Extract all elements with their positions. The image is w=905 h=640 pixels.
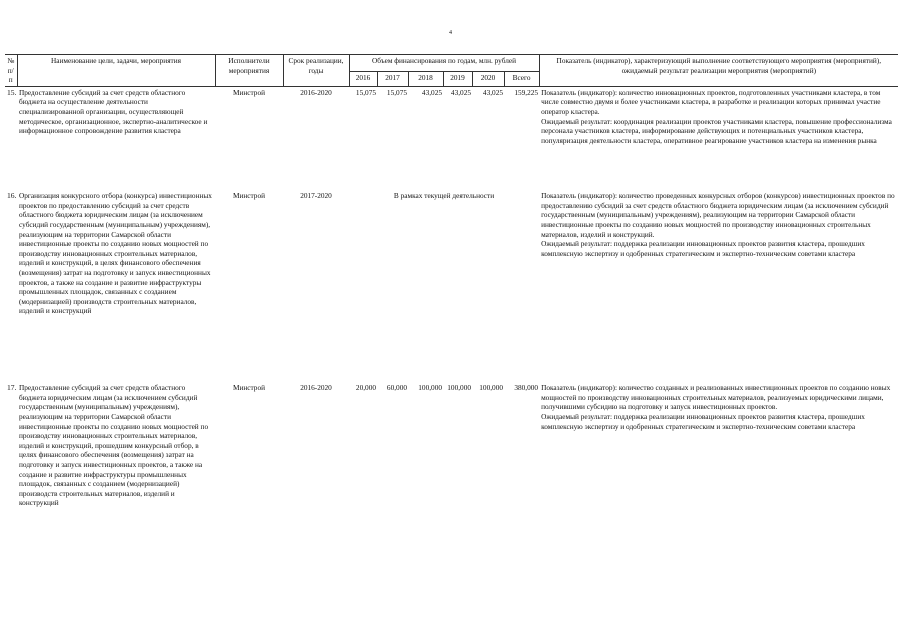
row-result: Ожидаемый результат: поддержка реализации инновационных проектов развития кластера, прошедших комплексную экспертизу и одобренных стратегическим и экспертно-техническим советами кластера [541,412,865,431]
row-amount-2019: 43,025 [450,87,471,97]
table-header [5,55,898,87]
row-indicator: Показатель (индикатор): количество созданных и реализованных инвестиционных проектов по созданию новых мощностей по производству инновационных строительных материалов, реализуемых юридическими лицами, получившими субсидию на подготовку и запуск инвестиционных проектов. [541,383,891,412]
row-total: 159,225 [514,87,539,97]
row-funding-note: В рамках текущей деятельности [393,191,495,201]
table-row [5,382,898,509]
row-amount-2016: 20,000 [355,383,376,393]
row-total: 380,000 [514,383,539,393]
header-year-2017: 2017 [377,71,408,86]
row-indicator: Показатель (индикатор): количество проведенных конкурсных отборов (конкурсов) инвестиционных проектов по предоставлению субсидий за счет средств областного бюджета юридическим лицам (за исключением субсидий государственным (муниципальным) учреждениям), реализующим на территории Самарской области инвестиционные проекты по созданию новых мощностей по производству инновационных строительных материалов, изделий и конструкций. [541,191,895,239]
row-term: 2017-2020 [300,191,332,201]
header-total: Всего [504,71,539,86]
header-year-2016: 2016 [349,71,377,86]
header-indicator: Показатель (индикатор), характеризующий выполнение соответствующего мероприятия (мероприятий), ожидаемый результат реализации мероприятия (мероприятий) [539,55,898,87]
row-name: Предоставление субсидий за счет средств областного бюджета на осуществление деятельности специализированной организации, осуществляющей методическое, организационное, экспертно-аналитическое и информационное сопровождение развития кластера [19,87,208,136]
row-executor: Минстрой [232,87,266,97]
row-amount-2018: 43,025 [421,87,442,97]
activities-table [5,54,898,509]
row-num: 17. [7,383,17,393]
header-term: Срок реализации, годы [283,55,349,87]
row-amount-2019: 100,000 [447,383,471,393]
row-amount-2020: 43,025 [482,87,503,97]
row-executor: Минстрой [232,191,266,201]
row-result: Ожидаемый результат: координация реализации проектов участниками кластера, повышение профессионализма персонала участников кластера, информирование действующих и потенциальных участников кластера, популяризация деятельности кластера, оперативное реагирование участников кластера на изменения рынка [541,116,892,145]
row-name: Предоставление субсидий за счет средств областного бюджета юридическим лицам (за исключением субсидий государственным (муниципальным) учреждениям), реализующим на территории Самарской области инвестиционные проекты по созданию новых мощностей по производству инновационных строительных материалов, изделий и конструкций, прошедшим конкурсный отбор, в целях финансового обеспечения (возмещения) затрат на подготовку и запуск инвестиционных проектов, а также на создание и развитие инфраструктуры промышленных площадок, связанных с созданием (модернизацией) производств строительных материалов, изделий и конструкций [19,383,209,508]
row-amount-2018: 100,000 [418,383,442,393]
header-year-2018: 2018 [408,71,443,86]
row-amount-2017: 60,000 [386,383,407,393]
header-executors: Исполнители мероприятия [215,55,283,87]
row-executor: Минстрой [232,383,266,393]
row-amount-2020: 100,000 [479,383,503,393]
page-mark: 4 [449,30,452,36]
row-result: Ожидаемый результат: поддержка реализации инновационных проектов развития кластера, прошедших комплексную экспертизу и одобренных стратегическим и экспертно-техническим советами кластера [541,239,865,258]
table-row [5,86,898,190]
header-num: № п/п [5,55,17,87]
row-term: 2016-2020 [300,87,332,97]
row-term: 2016-2020 [300,383,332,393]
row-num: 15. [7,87,17,97]
row-indicator-cell [539,382,898,509]
table-row [5,190,898,382]
header-year-2020: 2020 [472,71,504,86]
header-name: Наименование цели, задачи, мероприятия [17,55,215,87]
row-indicator-cell [539,86,898,190]
row-num: 16. [7,191,17,201]
row-indicator: Показатель (индикатор): количество инновационных проектов, подготовленных участниками кластера, в том числе совместно двумя и более участниками кластера, в разработке и реализации которых принимал участие оператор кластера. [541,87,881,116]
header-year-2019: 2019 [443,71,472,86]
row-amount-2017: 15,075 [386,87,407,97]
row-indicator-cell [539,190,898,382]
row-name: Организация конкурсного отбора (конкурса) инвестиционных проектов по предоставлению субсидий за счет средств областного бюджета юридическим лицам (за исключением субсидий государственным (муниципальным) учреждениям), реализующим на территории Самарской области инвестиционные проекты по созданию новых мощностей по производству инновационных строительных материалов, изделий и конструкций, в целях финансового обеспечения (возмещения) затрат на подготовку и запуск инвестиционных проектов, а также на создание и развитие инфраструктуры промышленных площадок, связанных с созданием (модернизацией) производств строительных материалов, изделий и конструкций [19,191,212,316]
row-amount-2016: 15,075 [355,87,376,97]
header-funding: Объем финансирования по годам, млн. рублей [349,55,539,72]
